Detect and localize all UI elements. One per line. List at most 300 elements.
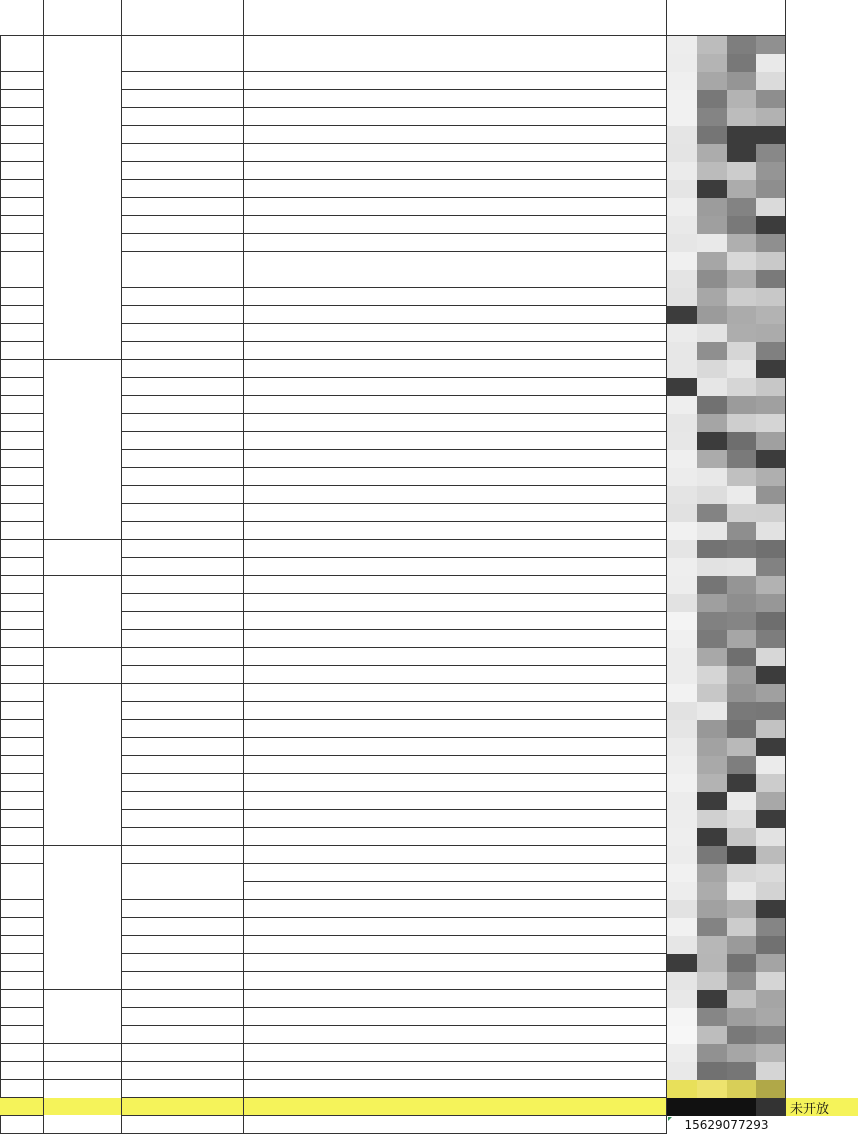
pixel-block bbox=[667, 900, 698, 919]
pixel-block bbox=[756, 432, 786, 451]
community-name[interactable] bbox=[122, 1080, 244, 1098]
address[interactable] bbox=[244, 252, 667, 288]
pixel-block bbox=[727, 1044, 758, 1063]
row-number[interactable] bbox=[0, 1044, 44, 1062]
community-name[interactable] bbox=[122, 432, 244, 450]
pixel-block bbox=[697, 126, 728, 145]
pixel-block bbox=[756, 576, 786, 595]
pixel-block bbox=[697, 738, 728, 757]
row-number[interactable] bbox=[0, 1026, 44, 1044]
row-number[interactable] bbox=[0, 162, 44, 180]
street-name[interactable] bbox=[44, 576, 122, 648]
street-name[interactable] bbox=[44, 1062, 122, 1080]
address[interactable] bbox=[244, 486, 667, 504]
street-name[interactable] bbox=[44, 684, 122, 846]
pixel-block bbox=[697, 198, 728, 217]
pixel-block bbox=[697, 36, 728, 55]
pixel-block bbox=[667, 846, 698, 865]
row-number[interactable] bbox=[0, 630, 44, 648]
street-name[interactable] bbox=[44, 1080, 122, 1134]
address[interactable] bbox=[244, 846, 667, 864]
pixel-block bbox=[667, 198, 698, 217]
pixel-block bbox=[697, 828, 728, 847]
address[interactable] bbox=[244, 216, 667, 234]
community-name[interactable] bbox=[122, 108, 244, 126]
row-number[interactable] bbox=[0, 720, 44, 738]
row-number[interactable] bbox=[0, 1116, 44, 1134]
address[interactable] bbox=[244, 90, 667, 108]
community-name[interactable] bbox=[122, 936, 244, 954]
pixel-block bbox=[727, 882, 758, 901]
community-name[interactable] bbox=[122, 684, 244, 702]
community-name[interactable] bbox=[122, 630, 244, 648]
street-name[interactable] bbox=[44, 846, 122, 990]
pixel-block bbox=[756, 126, 786, 145]
row-number[interactable] bbox=[0, 288, 44, 306]
community-name[interactable] bbox=[122, 486, 244, 504]
row-number[interactable] bbox=[0, 108, 44, 126]
address[interactable] bbox=[244, 144, 667, 162]
community-name[interactable] bbox=[122, 450, 244, 468]
pixel-block bbox=[697, 774, 728, 793]
community-name[interactable] bbox=[122, 612, 244, 630]
pixel-block bbox=[727, 522, 758, 541]
row-number[interactable] bbox=[0, 918, 44, 936]
community-name[interactable] bbox=[122, 810, 244, 828]
pixel-block bbox=[667, 252, 698, 271]
community-name[interactable] bbox=[122, 396, 244, 414]
pixel-block bbox=[727, 648, 758, 667]
pixel-block bbox=[667, 576, 698, 595]
pixel-block bbox=[727, 540, 758, 559]
community-name[interactable] bbox=[122, 360, 244, 378]
community-name[interactable] bbox=[122, 702, 244, 720]
community-name[interactable] bbox=[122, 378, 244, 396]
pixel-block bbox=[667, 882, 698, 901]
row-number[interactable] bbox=[0, 306, 44, 324]
address[interactable] bbox=[244, 1062, 667, 1080]
community-name[interactable] bbox=[122, 288, 244, 306]
community-name[interactable] bbox=[122, 990, 244, 1008]
pixel-block bbox=[697, 306, 728, 325]
address[interactable] bbox=[244, 342, 667, 360]
row-number[interactable] bbox=[0, 792, 44, 810]
community-name[interactable] bbox=[122, 774, 244, 792]
pixel-block bbox=[727, 234, 758, 253]
community-name[interactable] bbox=[122, 1062, 244, 1080]
address[interactable] bbox=[244, 324, 667, 342]
pixel-block bbox=[727, 252, 758, 271]
row-number[interactable] bbox=[0, 540, 44, 558]
address[interactable] bbox=[244, 954, 667, 972]
row-number[interactable] bbox=[0, 684, 44, 702]
community-name[interactable] bbox=[122, 846, 244, 864]
pixel-block bbox=[727, 216, 758, 235]
pixel-block bbox=[756, 612, 786, 631]
address[interactable] bbox=[244, 414, 667, 432]
row-number[interactable] bbox=[0, 900, 44, 918]
community-name[interactable] bbox=[122, 756, 244, 774]
pixel-block bbox=[697, 108, 728, 127]
row-number[interactable] bbox=[0, 990, 44, 1008]
row-number[interactable] bbox=[0, 1062, 44, 1080]
row-number[interactable] bbox=[0, 180, 44, 198]
row-number[interactable] bbox=[0, 72, 44, 90]
row-number[interactable] bbox=[0, 396, 44, 414]
pixel-block bbox=[727, 990, 758, 1009]
row-number[interactable] bbox=[0, 612, 44, 630]
pixel-block bbox=[756, 180, 786, 199]
address[interactable] bbox=[244, 738, 667, 756]
pixel-block bbox=[697, 756, 728, 775]
address[interactable] bbox=[244, 576, 667, 594]
address[interactable] bbox=[244, 918, 667, 936]
address[interactable] bbox=[244, 540, 667, 558]
row-number[interactable] bbox=[0, 432, 44, 450]
pixel-block bbox=[727, 846, 758, 865]
pixel-block bbox=[756, 954, 786, 973]
community-name[interactable] bbox=[122, 522, 244, 540]
row-number[interactable] bbox=[0, 738, 44, 756]
community-name[interactable] bbox=[122, 954, 244, 972]
row-number[interactable] bbox=[0, 1080, 44, 1098]
pixel-block bbox=[667, 306, 698, 325]
address[interactable] bbox=[244, 720, 667, 738]
address[interactable] bbox=[244, 774, 667, 792]
row-number[interactable] bbox=[0, 522, 44, 540]
pixel-block bbox=[667, 144, 698, 163]
community-name[interactable] bbox=[122, 198, 244, 216]
address[interactable] bbox=[244, 1026, 667, 1044]
community-name[interactable] bbox=[122, 252, 244, 288]
address[interactable] bbox=[244, 558, 667, 576]
row-number[interactable] bbox=[0, 198, 44, 216]
address[interactable] bbox=[244, 756, 667, 774]
community-name[interactable] bbox=[122, 1008, 244, 1026]
address[interactable] bbox=[244, 648, 667, 666]
pixel-block bbox=[756, 90, 786, 109]
address[interactable] bbox=[244, 972, 667, 990]
pixel-block bbox=[667, 378, 698, 397]
address[interactable] bbox=[244, 630, 667, 648]
community-name[interactable] bbox=[122, 468, 244, 486]
partial-phone-number[interactable]: 15629077293 bbox=[684, 1118, 769, 1132]
pixel-block bbox=[667, 72, 698, 91]
pixel-block bbox=[727, 738, 758, 757]
pixel-block bbox=[727, 108, 758, 127]
header-index[interactable] bbox=[0, 0, 44, 36]
address[interactable] bbox=[244, 450, 667, 468]
row-number[interactable] bbox=[0, 414, 44, 432]
community-name[interactable] bbox=[122, 1098, 244, 1116]
community-name[interactable] bbox=[122, 540, 244, 558]
header-community[interactable] bbox=[122, 0, 244, 36]
pixel-block bbox=[756, 216, 786, 235]
row-number[interactable] bbox=[0, 594, 44, 612]
address[interactable] bbox=[244, 900, 667, 918]
address[interactable] bbox=[244, 612, 667, 630]
address[interactable] bbox=[244, 504, 667, 522]
pixel-block bbox=[697, 234, 728, 253]
pixel-block bbox=[756, 306, 786, 325]
address[interactable] bbox=[244, 108, 667, 126]
row-number[interactable] bbox=[0, 648, 44, 666]
community-name[interactable] bbox=[122, 720, 244, 738]
address-line[interactable] bbox=[244, 882, 667, 900]
row-number[interactable] bbox=[0, 216, 44, 234]
pixel-block bbox=[727, 198, 758, 217]
pixel-block bbox=[667, 216, 698, 235]
pixel-block bbox=[727, 756, 758, 775]
community-name[interactable] bbox=[122, 342, 244, 360]
pixel-block bbox=[727, 1080, 758, 1099]
header-street[interactable] bbox=[44, 0, 122, 36]
address[interactable] bbox=[244, 828, 667, 846]
row-number[interactable] bbox=[0, 144, 44, 162]
header-phone[interactable] bbox=[667, 0, 786, 36]
street-name[interactable] bbox=[44, 360, 122, 540]
pixel-block bbox=[756, 378, 786, 397]
address[interactable] bbox=[244, 594, 667, 612]
pixel-block bbox=[697, 594, 728, 613]
community-name[interactable] bbox=[122, 666, 244, 684]
community-name[interactable] bbox=[122, 144, 244, 162]
pixel-block bbox=[727, 270, 758, 289]
row-number[interactable] bbox=[0, 774, 44, 792]
row-number[interactable] bbox=[0, 504, 44, 522]
row-number[interactable] bbox=[0, 450, 44, 468]
pixel-block bbox=[756, 396, 786, 415]
pixel-block bbox=[727, 1008, 758, 1027]
row-number[interactable] bbox=[0, 666, 44, 684]
pixel-block bbox=[727, 468, 758, 487]
row-number[interactable] bbox=[0, 810, 44, 828]
address[interactable] bbox=[244, 1098, 667, 1116]
pixel-block bbox=[697, 162, 728, 181]
pixel-block bbox=[667, 810, 698, 829]
pixel-block bbox=[756, 900, 786, 919]
pixel-block bbox=[667, 1098, 698, 1116]
pixel-block bbox=[756, 558, 786, 577]
community-name[interactable] bbox=[122, 738, 244, 756]
community-name[interactable] bbox=[122, 90, 244, 108]
pixel-block bbox=[697, 378, 728, 397]
pixel-block bbox=[756, 1026, 786, 1045]
community-name[interactable] bbox=[122, 234, 244, 252]
row-number[interactable] bbox=[0, 828, 44, 846]
pixel-block bbox=[667, 828, 698, 847]
address[interactable] bbox=[244, 126, 667, 144]
pixel-block bbox=[727, 558, 758, 577]
address[interactable] bbox=[244, 180, 667, 198]
pixel-block bbox=[727, 792, 758, 811]
address[interactable] bbox=[244, 702, 667, 720]
community-name[interactable] bbox=[122, 1026, 244, 1044]
pixel-block bbox=[756, 810, 786, 829]
pixel-block bbox=[667, 702, 698, 721]
community-name[interactable] bbox=[122, 558, 244, 576]
community-name[interactable] bbox=[122, 504, 244, 522]
row-number[interactable] bbox=[0, 468, 44, 486]
community-name[interactable] bbox=[122, 1044, 244, 1062]
pixel-block bbox=[667, 1044, 698, 1063]
address[interactable] bbox=[244, 522, 667, 540]
row-number[interactable] bbox=[0, 972, 44, 990]
pixel-block bbox=[727, 378, 758, 397]
row-number[interactable] bbox=[0, 846, 44, 864]
pixel-block bbox=[697, 288, 728, 307]
address[interactable] bbox=[244, 810, 667, 828]
row-number[interactable] bbox=[0, 864, 44, 900]
community-name[interactable] bbox=[122, 972, 244, 990]
pixel-block bbox=[756, 720, 786, 739]
street-name[interactable] bbox=[44, 540, 122, 576]
pixel-block bbox=[697, 720, 728, 739]
community-name[interactable] bbox=[122, 414, 244, 432]
pixel-block bbox=[697, 666, 728, 685]
address[interactable] bbox=[244, 72, 667, 90]
pixel-block bbox=[727, 54, 758, 73]
community-name[interactable] bbox=[122, 792, 244, 810]
community-name[interactable] bbox=[122, 900, 244, 918]
address[interactable] bbox=[244, 378, 667, 396]
pixel-block bbox=[756, 828, 786, 847]
community-name[interactable] bbox=[122, 216, 244, 234]
pixel-block bbox=[727, 810, 758, 829]
pixel-block bbox=[667, 288, 698, 307]
pixel-block bbox=[667, 324, 698, 343]
row-number[interactable] bbox=[0, 486, 44, 504]
street-name[interactable] bbox=[44, 36, 122, 360]
address[interactable] bbox=[244, 306, 667, 324]
address[interactable] bbox=[244, 1080, 667, 1098]
pixel-block bbox=[697, 702, 728, 721]
community-name[interactable] bbox=[122, 828, 244, 846]
pixel-block bbox=[667, 36, 698, 55]
community-name[interactable] bbox=[122, 594, 244, 612]
address[interactable] bbox=[244, 1044, 667, 1062]
community-name[interactable] bbox=[122, 162, 244, 180]
pixel-block bbox=[697, 1044, 728, 1063]
street-name[interactable] bbox=[44, 1044, 122, 1062]
community-name[interactable] bbox=[122, 576, 244, 594]
community-name[interactable] bbox=[122, 36, 244, 72]
row-number[interactable] bbox=[0, 702, 44, 720]
community-name[interactable] bbox=[122, 1116, 244, 1134]
row-number[interactable] bbox=[0, 90, 44, 108]
pixel-block bbox=[697, 990, 728, 1009]
address[interactable] bbox=[244, 1008, 667, 1026]
pixel-block bbox=[727, 162, 758, 181]
row-number[interactable] bbox=[0, 126, 44, 144]
row-number[interactable] bbox=[0, 936, 44, 954]
row-number[interactable] bbox=[0, 756, 44, 774]
community-name[interactable] bbox=[122, 306, 244, 324]
address-line[interactable] bbox=[244, 864, 667, 882]
row-number[interactable] bbox=[0, 252, 44, 288]
phone-pixelated bbox=[667, 36, 786, 1116]
street-name[interactable] bbox=[44, 648, 122, 684]
pixel-block bbox=[727, 1062, 758, 1081]
pixel-block bbox=[727, 36, 758, 55]
pixel-block bbox=[727, 342, 758, 361]
community-name[interactable] bbox=[122, 648, 244, 666]
row-number[interactable] bbox=[0, 558, 44, 576]
community-name[interactable] bbox=[122, 864, 244, 900]
row-number[interactable] bbox=[0, 1098, 44, 1116]
pixel-block bbox=[756, 972, 786, 991]
pixel-block bbox=[667, 270, 698, 289]
pixel-block bbox=[756, 468, 786, 487]
pixel-block bbox=[667, 738, 698, 757]
address[interactable] bbox=[244, 396, 667, 414]
pixel-block bbox=[756, 450, 786, 469]
pixel-block bbox=[727, 612, 758, 631]
row-number[interactable] bbox=[0, 378, 44, 396]
address[interactable] bbox=[244, 162, 667, 180]
pixel-block bbox=[667, 180, 698, 199]
pixel-block bbox=[697, 810, 728, 829]
community-name[interactable] bbox=[122, 324, 244, 342]
pixel-block bbox=[756, 72, 786, 91]
address[interactable] bbox=[244, 36, 667, 72]
pixel-block bbox=[667, 684, 698, 703]
address[interactable] bbox=[244, 792, 667, 810]
pixel-block bbox=[727, 72, 758, 91]
address[interactable] bbox=[244, 360, 667, 378]
address[interactable] bbox=[244, 1116, 667, 1134]
address[interactable] bbox=[244, 468, 667, 486]
pixel-block bbox=[667, 342, 698, 361]
header-address[interactable] bbox=[244, 0, 667, 36]
address[interactable] bbox=[244, 288, 667, 306]
pixel-block bbox=[697, 450, 728, 469]
pixel-block bbox=[697, 1008, 728, 1027]
pixel-block bbox=[697, 522, 728, 541]
row-number[interactable] bbox=[0, 360, 44, 378]
address[interactable] bbox=[244, 234, 667, 252]
community-name[interactable] bbox=[122, 72, 244, 90]
row-number[interactable] bbox=[0, 36, 44, 72]
row-number[interactable] bbox=[0, 324, 44, 342]
pixel-block bbox=[756, 144, 786, 163]
pixel-block bbox=[756, 540, 786, 559]
address[interactable] bbox=[244, 936, 667, 954]
pixel-block bbox=[697, 936, 728, 955]
row-number[interactable] bbox=[0, 234, 44, 252]
community-name[interactable] bbox=[122, 918, 244, 936]
row-number[interactable] bbox=[0, 1008, 44, 1026]
address[interactable] bbox=[244, 684, 667, 702]
community-name[interactable] bbox=[122, 180, 244, 198]
pixel-block bbox=[756, 1080, 786, 1099]
address[interactable] bbox=[244, 432, 667, 450]
pixel-block bbox=[727, 1026, 758, 1045]
pixel-block bbox=[667, 666, 698, 685]
street-name[interactable] bbox=[44, 990, 122, 1044]
pixel-block bbox=[727, 144, 758, 163]
pixel-block bbox=[667, 954, 698, 973]
address[interactable] bbox=[244, 666, 667, 684]
pixel-block bbox=[727, 576, 758, 595]
address[interactable] bbox=[244, 990, 667, 1008]
row-number[interactable] bbox=[0, 954, 44, 972]
community-name[interactable] bbox=[122, 126, 244, 144]
address[interactable] bbox=[244, 198, 667, 216]
row-number[interactable] bbox=[0, 576, 44, 594]
row-number[interactable] bbox=[0, 342, 44, 360]
pixel-block bbox=[667, 108, 698, 127]
